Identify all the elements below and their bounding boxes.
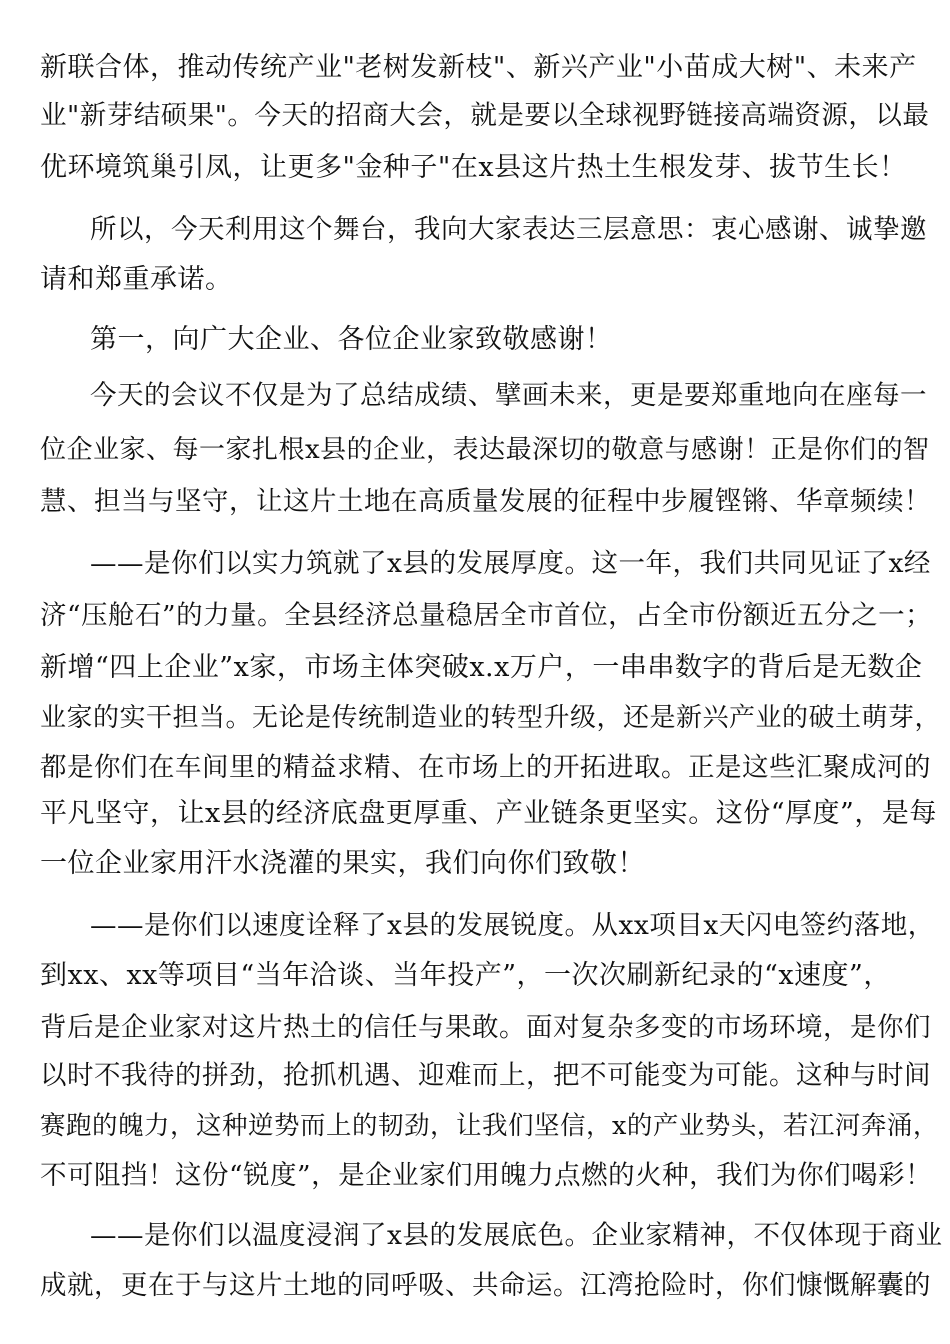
text-line: 一位企业家用汗水浇灌的果实，我们向你们致敬！ <box>40 848 645 879</box>
text-line: 今天的会议不仅是为了总结成绩、擘画未来，更是要郑重地向在座每一 <box>90 380 927 411</box>
text-line: ——是你们以速度诠释了x县的发展锐度。从xx项目x天闪电签约落地， <box>90 910 935 941</box>
text-line: 优环境筑巢引凤，让更多"金种子"在x县这片热土生根发芽、拔节生长！ <box>40 152 907 183</box>
text-line: 赛跑的魄力，这种逆势而上的韧劲，让我们坚信，x的产业势头，若江河奔涌， <box>40 1111 939 1141</box>
text-line: 所以，今天利用这个舞台，我向大家表达三层意思：衷心感谢、诚挚邀 <box>90 214 927 245</box>
text-line: 不可阻挡！这份“锐度”，是企业家们用魄力点燃的火种，我们为你们喝彩！ <box>40 1160 933 1191</box>
text-line: 位企业家、每一家扎根x县的企业，表达最深切的敬意与感谢！正是你们的智 <box>40 435 930 465</box>
text-line: 新增“四上企业”x家，市场主体突破x.x万户，一串串数字的背后是无数企 <box>40 652 923 683</box>
section-heading: 第一，向广大企业、各位企业家致敬感谢！ <box>90 324 613 355</box>
text-line: 以时不我待的拼劲，抢抓机遇、迎难而上，把不可能变为可能。这种与时间 <box>40 1060 931 1091</box>
text-line: 业"新芽结硕果"。今天的招商大会，就是要以全球视野链接高端资源，以最 <box>40 100 930 131</box>
text-line: 慧、担当与坚守，让这片土地在高质量发展的征程中步履铿锵、华章频续！ <box>40 486 931 517</box>
text-line: 平凡坚守，让x县的经济底盘更厚重、产业链条更坚实。这份“厚度”，是每 <box>40 798 937 829</box>
text-line: 请和郑重承诺。 <box>40 264 233 295</box>
text-line: 到xx、xx等项目“当年洽谈、当年投产”，一次次刷新纪录的“x速度”， <box>40 960 891 991</box>
text-line: 背后是企业家对这片热土的信任与果敢。面对复杂多变的市场环境，是你们 <box>40 1012 931 1043</box>
text-line: 都是你们在车间里的精益求精、在市场上的开拓进取。正是这些汇聚成河的 <box>40 752 931 783</box>
text-line: 业家的实干担当。无论是传统制造业的转型升级，还是新兴产业的破土萌芽， <box>40 703 942 733</box>
text-line: ——是你们以温度浸润了x县的发展底色。企业家精神，不仅体现于商业 <box>90 1220 943 1251</box>
text-line: 济“压舱石”的力量。全县经济总量稳居全市首位，占全市份额近五分之一； <box>40 600 933 631</box>
text-line: ——是你们以实力筑就了x县的发展厚度。这一年，我们共同见证了x经 <box>90 548 931 579</box>
text-line: 新联合体，推动传统产业"老树发新枝"、新兴产业"小苗成大树"、未来产 <box>40 52 917 83</box>
text-line: 成就，更在于与这片土地的同呼吸、共命运。江湾抢险时，你们慷慨解囊的 <box>40 1270 931 1301</box>
